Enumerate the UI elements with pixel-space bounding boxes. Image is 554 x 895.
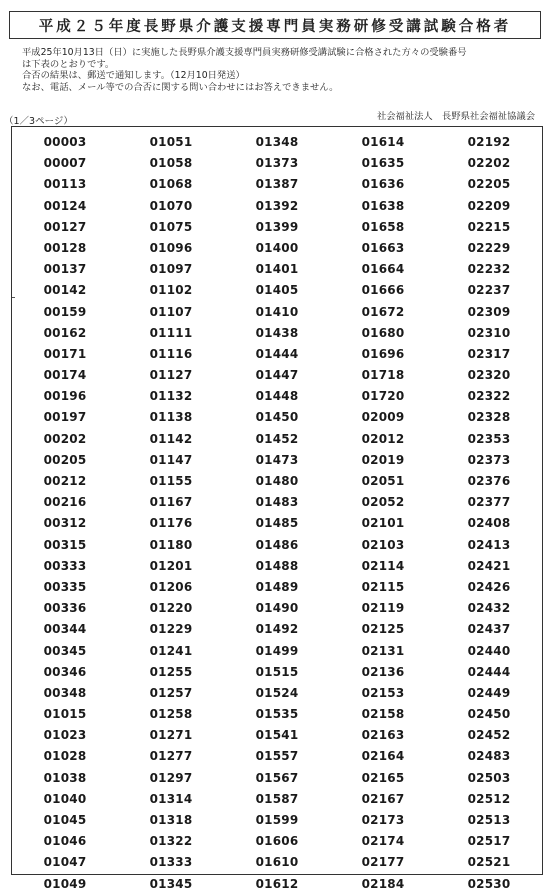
exam-number-cell: 01322 — [149, 834, 193, 849]
exam-number-cell: 01399 — [255, 219, 299, 234]
exam-number-cell: 02174 — [361, 834, 405, 849]
exam-number-cell: 01718 — [361, 368, 405, 383]
exam-number-cell: 00159 — [43, 304, 87, 319]
exam-number-cell: 02229 — [467, 240, 511, 255]
exam-number-cell: 00137 — [43, 262, 87, 277]
exam-number-cell: 00345 — [43, 643, 87, 658]
exam-number-cell: 02012 — [361, 431, 405, 446]
exam-number-cell: 00162 — [43, 325, 87, 340]
exam-number-cell: 02163 — [361, 728, 405, 743]
exam-number-cell: 01486 — [255, 537, 299, 552]
number-column — [118, 132, 224, 895]
page-indicator: （1／3ページ） — [4, 116, 73, 127]
exam-number-cell: 01348 — [255, 135, 299, 149]
exam-number-cell: 00344 — [43, 622, 87, 637]
exam-number-cell: 00142 — [43, 283, 87, 298]
exam-number-cell: 02320 — [467, 368, 511, 383]
exam-number-cell: 01696 — [361, 346, 405, 361]
exam-number-cell: 01614 — [361, 135, 405, 149]
exam-number-cell: 01473 — [255, 452, 299, 467]
exam-number-cell: 02452 — [467, 728, 511, 743]
exam-number-cell: 01255 — [149, 664, 193, 679]
exam-number-cell: 01400 — [255, 240, 299, 255]
exam-number-cell: 00128 — [43, 240, 87, 255]
exam-number-cell: 01373 — [255, 156, 299, 171]
exam-number-cell: 01277 — [149, 749, 193, 764]
exam-number-cell: 02483 — [467, 749, 511, 764]
intro-line: 合否の結果は、郵送で通知します。（12月10日発送） — [22, 70, 245, 81]
exam-number-cell: 01499 — [255, 643, 299, 658]
exam-number-cell: 02019 — [361, 452, 405, 467]
exam-number-cell: 02205 — [467, 177, 511, 192]
exam-number-cell: 01068 — [149, 177, 193, 192]
exam-number-cell: 01138 — [149, 410, 193, 425]
exam-number-cell: 01557 — [255, 749, 299, 764]
exam-number-cell: 02237 — [467, 283, 511, 298]
exam-number-cell: 02232 — [467, 262, 511, 277]
exam-number-cell: 01480 — [255, 474, 299, 488]
page-title: 平成２５年度長野県介護支援専門員実務研修受講試験合格者 — [38, 18, 512, 35]
exam-number-cell: 01045 — [43, 813, 87, 827]
exam-number-cell: 00124 — [43, 198, 87, 213]
exam-number-cell: 02437 — [467, 622, 511, 637]
exam-number-cell: 00348 — [43, 685, 87, 700]
exam-number-cell: 02114 — [361, 558, 405, 573]
exam-number-cell: 00003 — [43, 135, 87, 149]
exam-number-cell: 00127 — [43, 219, 87, 234]
exam-number-cell: 02426 — [467, 579, 511, 594]
exam-number-cell: 02530 — [467, 876, 511, 891]
exam-number-cell: 00113 — [43, 177, 87, 192]
exam-number-cell: 01680 — [361, 325, 405, 340]
exam-number-cell: 02517 — [467, 834, 511, 849]
exam-number-cell: 02115 — [361, 579, 405, 594]
exam-number-cell: 02449 — [467, 685, 511, 700]
exam-number-cell: 01102 — [149, 283, 193, 298]
exam-number-cell: 02421 — [467, 558, 511, 573]
exam-number-cell: 00346 — [43, 664, 87, 679]
exam-number-cell: 01483 — [255, 495, 299, 510]
exam-number-cell: 02119 — [361, 601, 405, 616]
exam-number-cell: 01271 — [149, 728, 193, 743]
exam-number-cell: 01663 — [361, 240, 405, 255]
exam-number-cell: 01258 — [149, 707, 193, 722]
exam-number-cell: 01116 — [149, 346, 193, 361]
exam-number-cell: 02136 — [361, 664, 405, 679]
exam-number-cell: 02503 — [467, 770, 511, 785]
exam-number-cell: 02165 — [361, 770, 405, 785]
exam-number-cell: 02009 — [361, 410, 405, 425]
exam-number-cell: 01142 — [149, 431, 193, 446]
exam-number-cell: 01040 — [43, 791, 87, 806]
number-column — [224, 132, 330, 895]
exam-number-cell: 01046 — [43, 834, 87, 849]
exam-number-cell: 01450 — [255, 410, 299, 425]
exam-number-cell: 01096 — [149, 240, 193, 255]
publisher-name: 社会福祉法人 長野県社会福祉協議会 — [376, 111, 535, 122]
exam-number-cell: 01492 — [255, 622, 299, 637]
exam-number-cell: 00007 — [43, 156, 87, 171]
exam-number-cell: 01612 — [255, 876, 299, 891]
title-box — [9, 11, 541, 39]
exam-number-cell: 01206 — [149, 579, 193, 594]
exam-number-cell: 01541 — [255, 728, 299, 743]
exam-number-cell: 02450 — [467, 707, 511, 722]
exam-number-cell: 01599 — [255, 813, 299, 827]
exam-number-cell: 02103 — [361, 537, 405, 552]
exam-number-cell: 02184 — [361, 876, 405, 891]
exam-number-cell: 01387 — [255, 177, 299, 192]
exam-number-cell: 01606 — [255, 834, 299, 849]
exam-number-cell: 01515 — [255, 664, 299, 679]
exam-number-cell: 01401 — [255, 262, 299, 277]
exam-number-cell: 01297 — [149, 770, 193, 785]
exam-number-cell: 01028 — [43, 749, 87, 764]
exam-number-cell: 02153 — [361, 685, 405, 700]
exam-number-cell: 01490 — [255, 601, 299, 616]
number-column — [12, 132, 118, 895]
exam-number-cell: 01444 — [255, 346, 299, 361]
exam-number-cell: 02328 — [467, 410, 511, 425]
exam-number-cell: 00196 — [43, 389, 87, 404]
intro-line: なお、電話、メール等での合否に関する問い合わせにはお答えできません。 — [22, 81, 339, 93]
exam-number-cell: 01241 — [149, 643, 193, 658]
exam-number-cell: 01201 — [149, 558, 193, 573]
exam-number-cell: 01257 — [149, 685, 193, 700]
exam-number-cell: 01567 — [255, 770, 299, 785]
intro-line: は下表のとおりです。 — [22, 58, 115, 70]
exam-number-cell: 00205 — [43, 452, 87, 467]
exam-number-cell: 01636 — [361, 177, 405, 192]
exam-number-cell: 02131 — [361, 643, 405, 658]
exam-number-cell: 01015 — [43, 707, 87, 722]
exam-number-cell: 01392 — [255, 198, 299, 213]
exam-number-cell: 00312 — [43, 516, 87, 531]
exam-number-cell: 01155 — [149, 474, 193, 488]
exam-number-cell: 01405 — [255, 283, 299, 298]
exam-number-cell: 01485 — [255, 516, 299, 531]
exam-number-cell: 00197 — [43, 410, 87, 425]
exam-number-cell: 01097 — [149, 262, 193, 277]
exam-number-cell: 02125 — [361, 622, 405, 637]
exam-number-cell: 02309 — [467, 304, 511, 319]
exam-number-cell: 01318 — [149, 813, 193, 827]
exam-number-cell: 01587 — [255, 791, 299, 806]
exam-number-cell: 02513 — [467, 813, 511, 827]
exam-number-cell: 01047 — [43, 855, 87, 870]
exam-number-cell: 02164 — [361, 749, 405, 764]
exam-number-cell: 01438 — [255, 325, 299, 340]
exam-number-cell: 01452 — [255, 431, 299, 446]
exam-number-cell: 01176 — [149, 516, 193, 531]
exam-number-cell: 02440 — [467, 643, 511, 658]
exam-number-cell: 02202 — [467, 156, 511, 171]
exam-number-cell: 01229 — [149, 622, 193, 637]
exam-number-cell: 02444 — [467, 664, 511, 679]
exam-number-cell: 02167 — [361, 791, 405, 806]
exam-number-cell: 02432 — [467, 601, 511, 616]
exam-number-cell: 01051 — [149, 135, 193, 149]
exam-number-cell: 01524 — [255, 685, 299, 700]
exam-number-cell: 01664 — [361, 262, 405, 277]
exam-number-cell: 01132 — [149, 389, 193, 404]
exam-number-cell: 01666 — [361, 283, 405, 298]
intro-text — [22, 47, 542, 93]
exam-number-cell: 01023 — [43, 728, 87, 743]
exam-number-cell: 01610 — [255, 855, 299, 870]
exam-number-cell: 02215 — [467, 219, 511, 234]
exam-number-cell: 01167 — [149, 495, 193, 510]
exam-number-cell: 01070 — [149, 198, 193, 213]
exam-number-cell: 01410 — [255, 304, 299, 319]
exam-number-cell: 02317 — [467, 346, 511, 361]
exam-number-cell: 02177 — [361, 855, 405, 870]
exam-number-cell: 01489 — [255, 579, 299, 594]
exam-number-cell: 02192 — [467, 135, 511, 149]
exam-number-cell: 02512 — [467, 791, 511, 806]
exam-number-cell: 01220 — [149, 601, 193, 616]
exam-number-cell: 02521 — [467, 855, 511, 870]
exam-number-cell: 01038 — [43, 770, 87, 785]
exam-number-cell: 02052 — [361, 495, 405, 510]
intro-line: 平成25年10月13日（日）に実施した長野県介護支援専門員実務研修受講試験に合格された方々の受験番号 — [22, 47, 467, 58]
exam-number-cell: 02158 — [361, 707, 405, 722]
exam-number-cell: 00216 — [43, 495, 87, 510]
exam-number-cell: 02173 — [361, 813, 405, 827]
exam-number-cell: 01058 — [149, 156, 193, 171]
exam-number-cell: 01180 — [149, 537, 193, 552]
exam-number-cell: 01314 — [149, 791, 193, 806]
exam-number-cell: 01672 — [361, 304, 405, 319]
exam-number-cell: 01447 — [255, 368, 299, 383]
exam-number-cell: 02376 — [467, 474, 511, 488]
number-column — [436, 132, 542, 895]
exam-number-cell: 02209 — [467, 198, 511, 213]
number-column — [330, 132, 436, 895]
exam-number-cell: 02353 — [467, 431, 511, 446]
exam-number-cell: 02322 — [467, 389, 511, 404]
exam-number-cell: 01638 — [361, 198, 405, 213]
exam-number-cell: 01658 — [361, 219, 405, 234]
exam-number-cell: 00333 — [43, 558, 87, 573]
exam-number-cell: 01333 — [149, 855, 193, 870]
exam-number-cell: 01635 — [361, 156, 405, 171]
exam-number-cell: 02377 — [467, 495, 511, 510]
exam-number-cell: 02101 — [361, 516, 405, 531]
exam-number-cell: 01720 — [361, 389, 405, 404]
exam-number-cell: 00315 — [43, 537, 87, 552]
exam-number-cell: 02413 — [467, 537, 511, 552]
exam-number-cell: 01345 — [149, 876, 193, 891]
exam-number-cell: 01107 — [149, 304, 193, 319]
exam-number-cell: 01075 — [149, 219, 193, 234]
exam-number-cell: 00335 — [43, 579, 87, 594]
exam-number-cell: 01049 — [43, 876, 87, 891]
exam-number-table — [11, 126, 543, 891]
exam-number-cell: 00336 — [43, 601, 87, 616]
exam-number-cell: 01488 — [255, 558, 299, 573]
exam-number-cell: 00171 — [43, 346, 87, 361]
exam-number-cell: 00202 — [43, 431, 87, 446]
exam-number-cell: 01111 — [149, 325, 193, 340]
exam-number-cell: 01147 — [149, 452, 193, 467]
exam-number-cell: 01448 — [255, 389, 299, 404]
exam-number-cell: 02310 — [467, 325, 511, 340]
exam-number-cell: 01127 — [149, 368, 193, 383]
exam-number-cell: 02408 — [467, 516, 511, 531]
exam-number-cell: 02373 — [467, 452, 511, 467]
exam-number-cell: 00174 — [43, 368, 87, 383]
exam-number-cell: 01535 — [255, 707, 299, 722]
exam-number-cell: 00212 — [43, 474, 87, 488]
exam-number-cell: 02051 — [361, 474, 405, 488]
